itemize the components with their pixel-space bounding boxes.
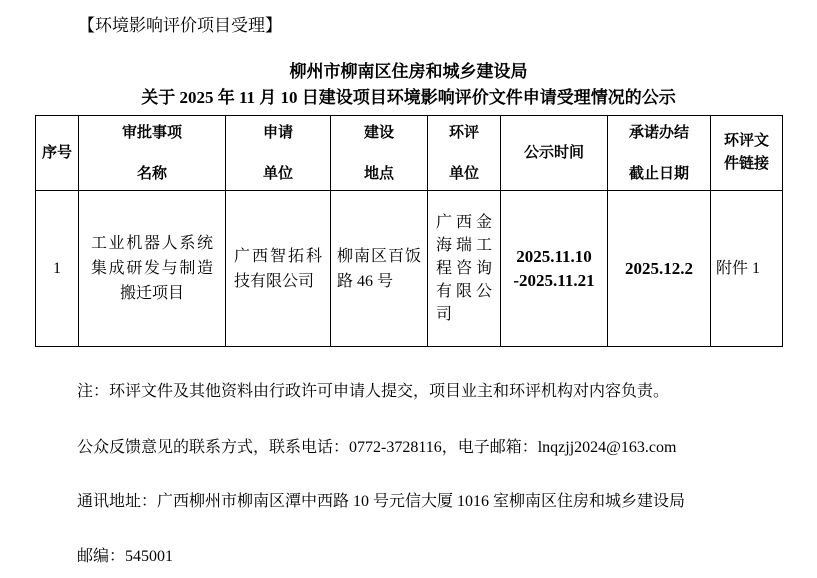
header-eia-unit: 环评 单位 — [428, 116, 501, 191]
contact-line: 公众反馈意见的联系方式，联系电话：0772-3728116，电子邮箱：lnqzjj2024@163.com — [77, 439, 677, 456]
table-row — [36, 191, 783, 347]
address-line: 通讯地址：广西柳州市柳南区潭中西路 10 号元信大厦 1016 室柳南区住房和城乡建设局 — [77, 493, 686, 510]
section-header: 【环境影响评价项目受理】 — [78, 16, 282, 35]
cell-location: 柳南区百饭路 46 号 — [331, 191, 428, 347]
notice-title — [35, 59, 782, 111]
notice-title-line1: 柳州市柳南区住房和城乡建设局 — [289, 62, 528, 81]
table-header-row — [36, 116, 783, 191]
header-deadline: 承诺办结 截止日期 — [608, 116, 711, 191]
attachment-link[interactable]: 附件 1 — [711, 191, 783, 347]
cell-seq: 1 — [36, 191, 79, 347]
note-line: 注：环评文件及其他资料由行政许可申请人提交，项目业主和环评机构对内容负责。 — [77, 383, 670, 400]
notice-title-line2: 关于 2025 年 11 月 10 日建设项目环境影响评价文件申请受理情况的公示 — [141, 88, 676, 107]
header-doc-link: 环评文 件链接 — [711, 116, 783, 191]
cell-applicant: 广西智拓科技有限公司 — [226, 191, 331, 347]
header-publicity-time: 公示时间 — [501, 116, 608, 191]
header-applicant: 申请 单位 — [226, 116, 331, 191]
header-seq: 序号 — [36, 116, 79, 191]
header-approval-item: 审批事项 名称 — [79, 116, 226, 191]
cell-deadline: 2025.12.2 — [608, 191, 711, 347]
eia-acceptance-table — [35, 115, 783, 347]
postcode-line: 邮编：545001 — [77, 548, 174, 565]
cell-eia-unit: 广西金海瑞工程咨询有限公司 — [428, 191, 501, 347]
header-location: 建设 地点 — [331, 116, 428, 191]
cell-publicity-time: 2025.11.10 -2025.11.21 — [501, 191, 608, 347]
cell-approval-item: 工业机器人系统集成研发与制造搬迁项目 — [79, 191, 226, 347]
